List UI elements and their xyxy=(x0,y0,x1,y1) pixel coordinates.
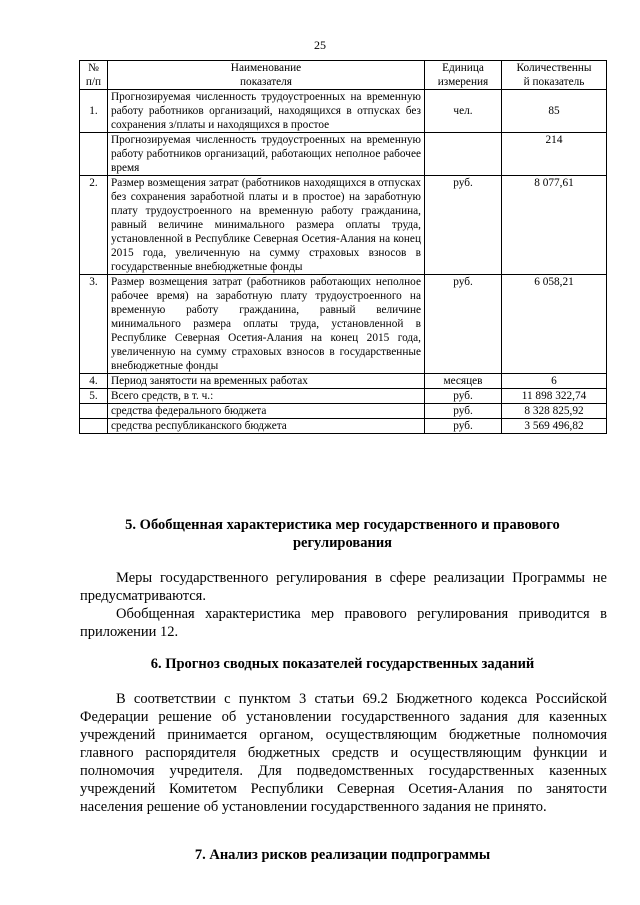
table-header-row xyxy=(80,61,607,90)
row-name: Размер возмещения затрат (работников работающих неполное рабочее время) на заработную плату трудоустроенного на временную работу гражданина, равный величине минимального размера оплаты труда, установленной в Республике Северная Осетия-Алания на конец 2015 года, увеличенную на сумму страховых взносов в государственные внебюджетные фонды xyxy=(108,275,425,374)
section-6-paragraph-1: В соответствии с пунктом 3 статьи 69.2 Бюджетного кодекса Российской Федерации решение об установлении государственного задания для казенных учреждений принимается органом, осуществляющим бюджетные полномочия главного распорядителя бюджетных средств и осуществляющим функции и полномочия учредителя. Для подведомственных государственных казенных учреждений Комитетом Республики Северная Осетия-Алания по занятости населения решение об установлении государственного задания не принято. xyxy=(80,691,607,815)
row-value: 8 328 825,92 xyxy=(502,404,607,419)
section-5-paragraph-2: Обобщенная характеристика мер правового регулирования приводится в приложении 12. xyxy=(80,606,607,640)
row-unit: руб. xyxy=(425,176,502,275)
row-value: 214 xyxy=(502,133,607,176)
row-num xyxy=(80,404,108,419)
row-name: средства республиканского бюджета xyxy=(108,419,425,434)
table-row xyxy=(80,419,607,434)
page-number: 25 xyxy=(314,38,326,52)
row-value: 6 058,21 xyxy=(502,275,607,374)
header-quantity: Количественны й показатель xyxy=(502,61,607,90)
row-num: 4. xyxy=(80,374,108,389)
row-name: Прогнозируемая численность трудоустроенных на временную работу работников организаций, работающих неполное рабочее время xyxy=(108,133,425,176)
row-value: 6 xyxy=(502,374,607,389)
section-5-heading: 5. Обобщенная характеристика мер государственного и правового регулирования xyxy=(125,517,560,551)
row-name: средства федерального бюджета xyxy=(108,404,425,419)
row-name: Период занятости на временных работах xyxy=(108,374,425,389)
row-value: 85 xyxy=(502,90,607,133)
indicators-table xyxy=(79,60,607,434)
row-unit: руб. xyxy=(425,404,502,419)
header-num: № п/п xyxy=(80,61,108,90)
table-row xyxy=(80,90,607,133)
row-unit: руб. xyxy=(425,389,502,404)
row-value: 11 898 322,74 xyxy=(502,389,607,404)
row-value: 3 569 496,82 xyxy=(502,419,607,434)
row-unit: руб. xyxy=(425,419,502,434)
section-7-heading: 7. Анализ рисков реализации подпрограммы xyxy=(194,847,491,863)
table-row xyxy=(80,133,607,176)
row-unit xyxy=(425,133,502,176)
row-num xyxy=(80,419,108,434)
row-name: Прогнозируемая численность трудоустроенных на временную работу работников организаций, находящихся в отпусках без сохранения з/платы и находящихся в простое xyxy=(108,90,425,133)
header-name: Наименование показателя xyxy=(108,61,425,90)
header-unit: Единица измерения xyxy=(425,61,502,90)
row-unit: руб. xyxy=(425,275,502,374)
row-num: 5. xyxy=(80,389,108,404)
row-num: 1. xyxy=(80,90,108,133)
table-row xyxy=(80,374,607,389)
table-row xyxy=(80,404,607,419)
row-num xyxy=(80,133,108,176)
row-unit: чел. xyxy=(425,90,502,133)
section-5-paragraph-1: Меры государственного регулирования в сфере реализации Программы не предусматриваются. xyxy=(80,570,607,604)
row-value: 8 077,61 xyxy=(502,176,607,275)
table-row xyxy=(80,275,607,374)
table-row xyxy=(80,176,607,275)
row-unit: месяцев xyxy=(425,374,502,389)
row-name: Всего средств, в т. ч.: xyxy=(108,389,425,404)
row-num: 2. xyxy=(80,176,108,275)
row-name: Размер возмещения затрат (работников находящихся в отпусках без сохранения заработной платы и в простое) на заработную плату трудоустроенного на временную работу гражданина, равный величине минимального размера оплаты труда, установленной в Республике Северная Осетия-Алания на конец 2015 года, увеличенную на сумму страховых взносов в государственные внебюджетные фонды xyxy=(108,176,425,275)
section-6-heading: 6. Прогноз сводных показателей государственных заданий xyxy=(150,656,535,672)
row-num: 3. xyxy=(80,275,108,374)
table-row xyxy=(80,389,607,404)
